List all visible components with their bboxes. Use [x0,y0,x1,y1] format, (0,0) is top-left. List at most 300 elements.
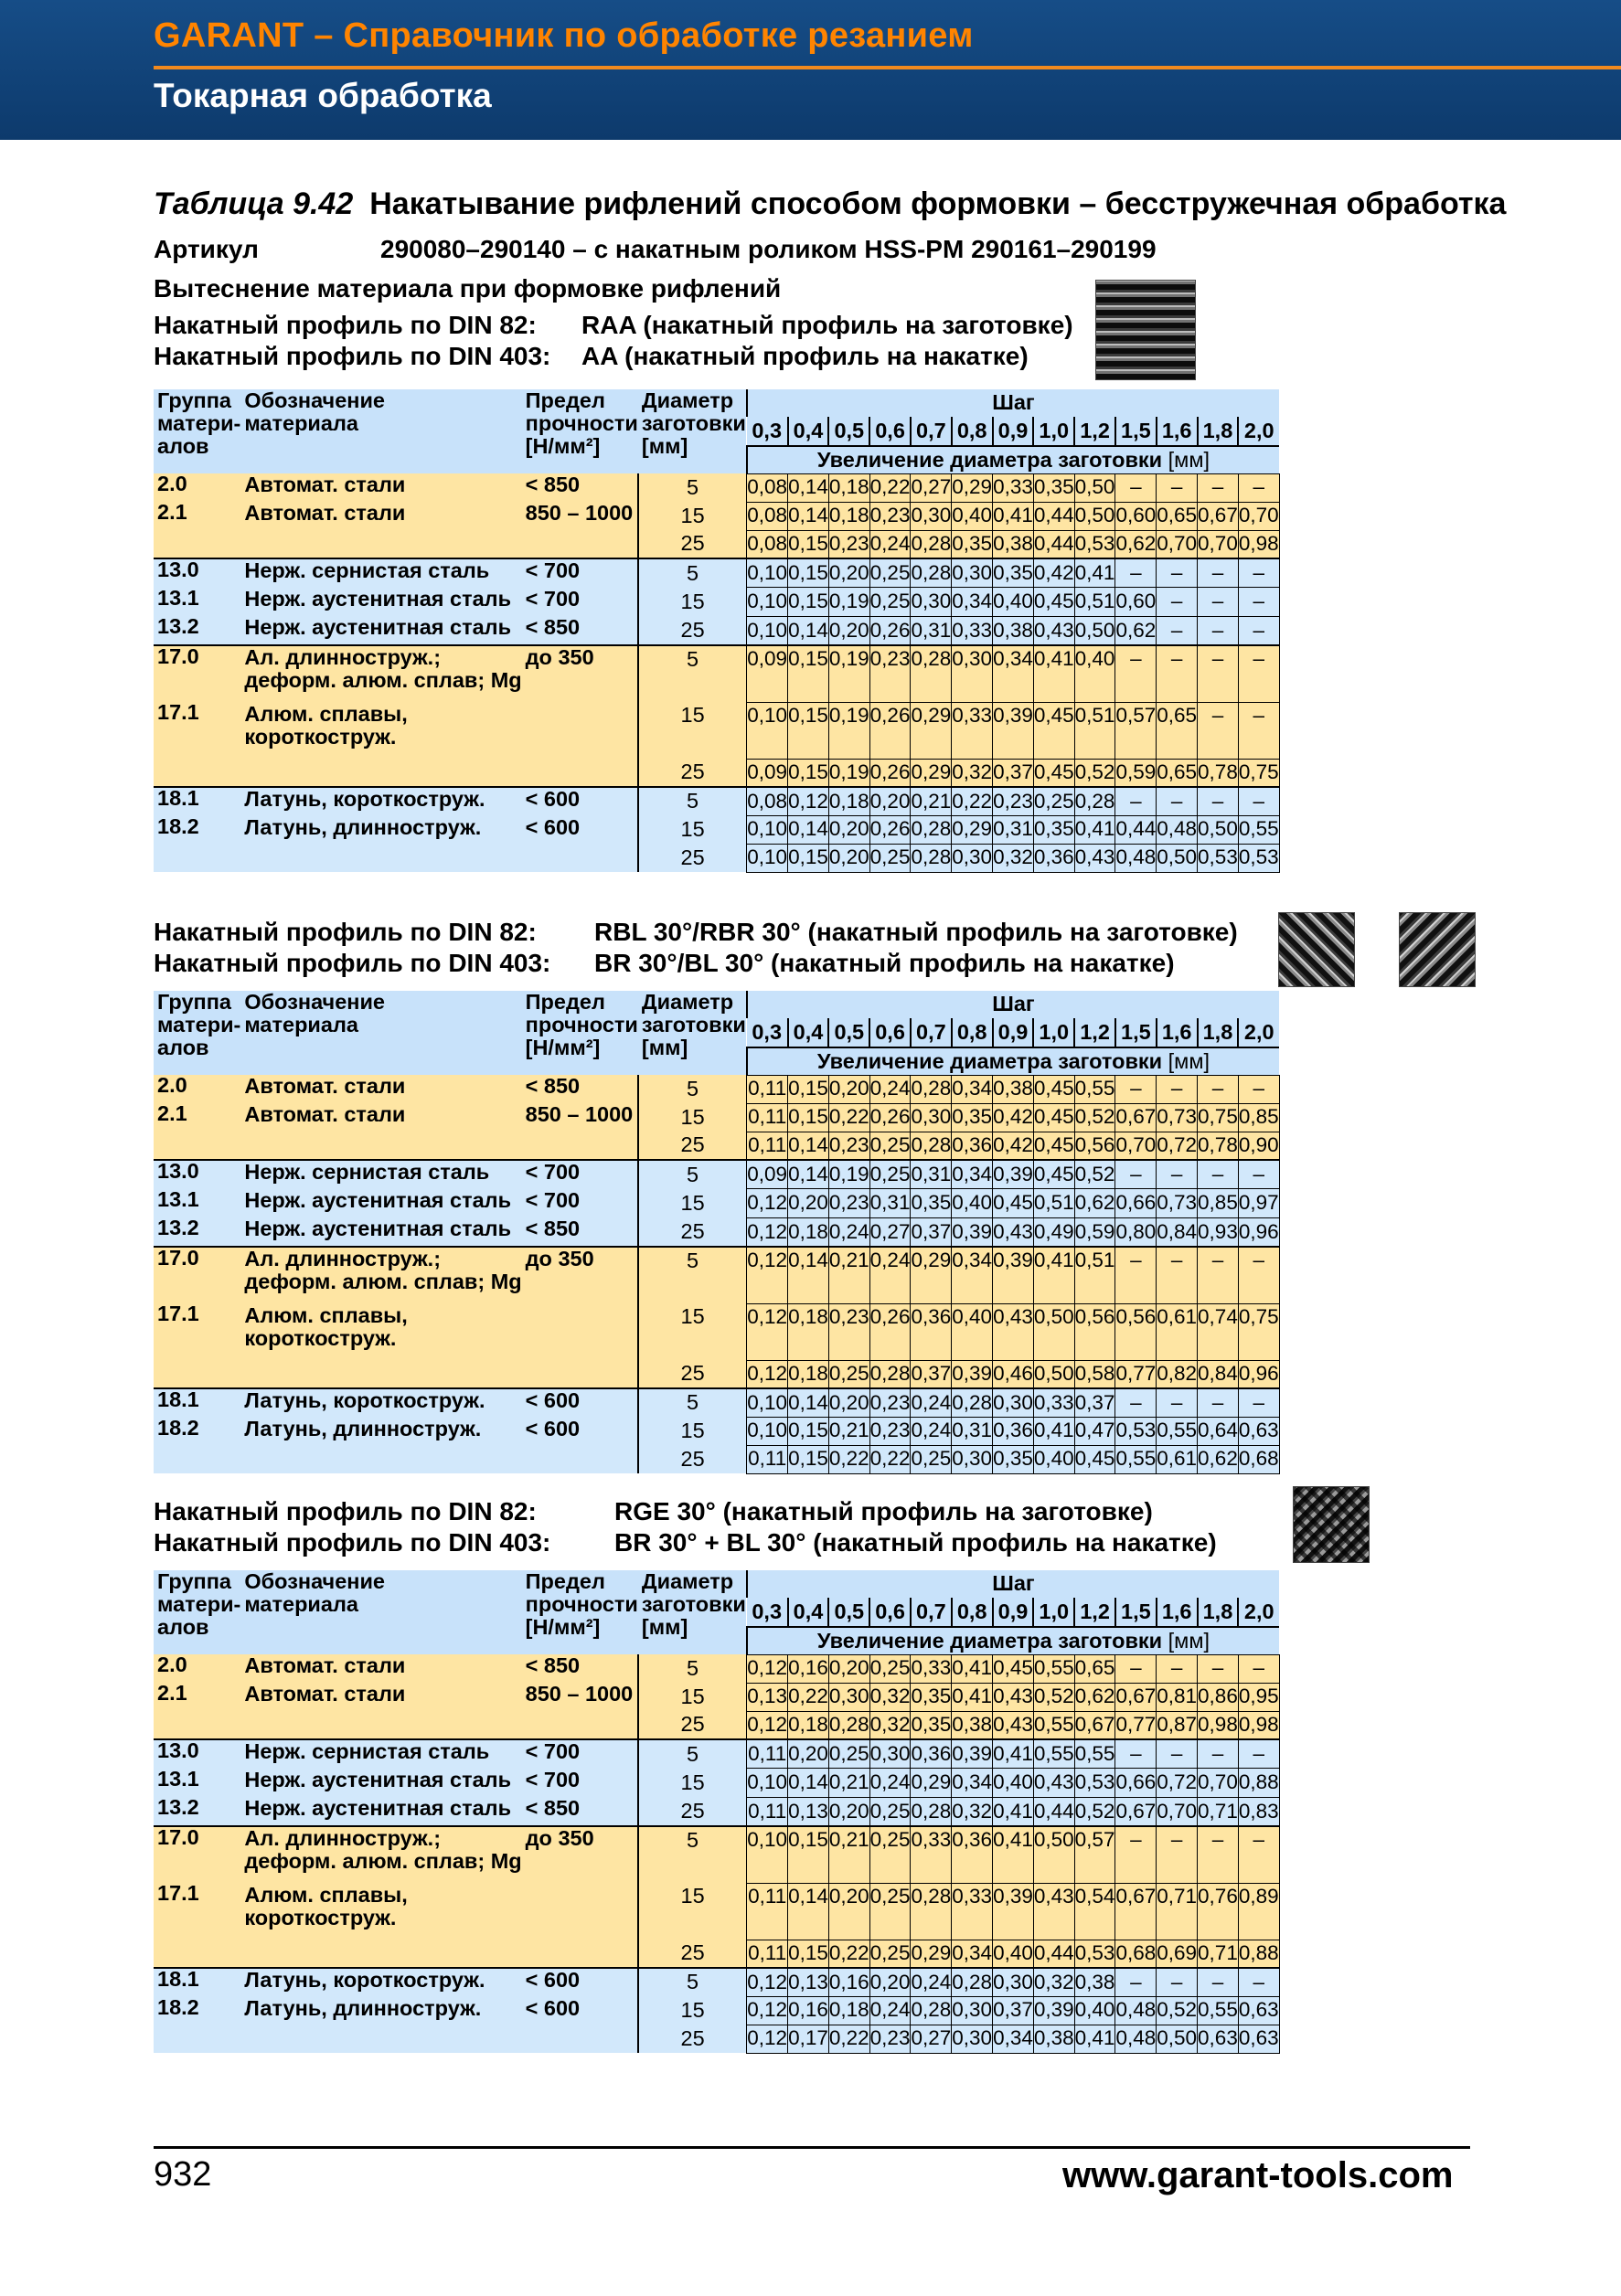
material-cell [240,558,521,645]
increase-value: 0,18 [828,1996,869,2025]
header-divider [154,66,1621,69]
increase-value: 0,24 [828,1217,869,1247]
increase-value: 0,22 [828,1940,869,1968]
increase-value: 0,75 [1238,759,1279,787]
head-diameter [638,1570,747,1654]
increase-value: 0,21 [828,1417,869,1445]
increase-value: 0,45 [1033,759,1074,787]
profile-din82-label: Накатный профиль по DIN 82: [154,918,537,946]
increase-value: 0,48 [1115,2025,1157,2053]
increase-value: – [1238,645,1279,702]
increase-value: 0,24 [869,1769,911,1798]
increase-value: 0,33 [911,1654,952,1683]
group-cell [154,473,240,558]
strength-value: < 600 [525,1996,581,2020]
profile-din403-value: BR 30°/BL 30° (накатный профиль на накатке) [594,949,1175,977]
increase-value: – [1198,588,1239,617]
group-code: 13.2 [157,1795,199,1819]
group-cell [154,1075,240,1160]
increase-value: 0,43 [993,1217,1034,1247]
head-material-line: Обозначение [244,991,385,1014]
increase-value: 0,53 [1074,1769,1115,1798]
increase-value: 0,34 [993,2025,1034,2053]
profile-din82-label: Накатный профиль по DIN 82: [154,1497,537,1525]
increase-value: 0,12 [747,2025,788,2053]
increase-value: 0,12 [747,1217,788,1247]
increase-value: 0,21 [828,1247,869,1303]
increase-value: 0,30 [952,844,993,872]
strength-value: < 850 [525,615,581,639]
increase-value: 0,26 [869,702,911,759]
increase-value: – [1115,1739,1157,1769]
increase-value: 0,45 [1033,1103,1074,1132]
increase-value: 0,50 [1033,1303,1074,1360]
increase-value: 0,25 [911,1445,952,1473]
head-increase-unit: [мм] [1168,447,1210,472]
strength-cell [522,1388,638,1473]
group-code: 13.2 [157,614,199,638]
increase-value: 0,15 [788,759,829,787]
increase-value: 0,52 [1074,1103,1115,1132]
increase-value: 0,45 [1074,1445,1115,1473]
increase-value: 0,67 [1115,1103,1157,1132]
head-group-line: Группа [157,1570,231,1593]
diameter-value: 25 [638,1132,747,1160]
increase-value: 0,98 [1198,1711,1239,1739]
increase-value: 0,75 [1238,1303,1279,1360]
increase-value: 0,43 [1033,1769,1074,1798]
increase-value: – [1198,702,1239,759]
increase-value: 0,15 [788,1445,829,1473]
diameter-value: 15 [638,702,747,759]
group-code: 2.0 [157,1075,187,1097]
increase-value: – [1115,1160,1157,1189]
increase-value: 0,28 [911,645,952,702]
diameter-value: 25 [638,1797,747,1826]
increase-value: 0,21 [828,1769,869,1798]
diameter-value: 25 [638,844,747,872]
increase-value: 0,55 [1033,1711,1074,1739]
increase-value: – [1238,588,1279,617]
increase-value: 0,29 [911,1769,952,1798]
diameter-value: 25 [638,759,747,787]
material-name: Нерж. сернистая сталь [244,558,490,582]
head-material-line: Обозначение [244,389,385,412]
pitch-value: 0,6 [869,1018,911,1047]
group-cell [154,1247,240,1388]
increase-value: 0,36 [952,1826,993,1883]
increase-value: 0,15 [788,844,829,872]
increase-value: 0,10 [747,588,788,617]
increase-value: 0,66 [1115,1769,1157,1798]
head-diameter-line: Диаметр [641,1570,734,1593]
increase-value: 0,41 [1074,2025,1115,2053]
increase-value: 0,22 [828,1103,869,1132]
increase-value: – [1157,1388,1198,1417]
material-name: Алюм. сплавы, короткоструж. [244,1883,408,1929]
group-code: 18.1 [157,1968,199,1991]
increase-value: 0,28 [952,1388,993,1417]
material-name: Латунь, короткоструж. [244,787,485,811]
increase-value: – [1198,645,1239,702]
increase-value: 0,62 [1074,1683,1115,1711]
increase-value: 0,65 [1157,502,1198,530]
increase-value: – [1115,1968,1157,1996]
increase-value: 0,24 [911,1417,952,1445]
increase-value: 0,30 [993,1388,1034,1417]
head-diameter-line: [мм] [641,433,688,458]
strength-value: < 600 [525,1968,581,1992]
increase-value: 0,29 [952,473,993,502]
increase-value: – [1238,1654,1279,1683]
pitch-value: 0,7 [911,1018,952,1047]
pitch-value: 1,0 [1033,417,1074,446]
increase-value: 0,23 [828,1303,869,1360]
increase-value: 0,26 [869,616,911,645]
increase-value: 0,75 [1198,1103,1239,1132]
increase-value: 0,67 [1115,1883,1157,1940]
increase-value: 0,50 [1074,502,1115,530]
increase-value: 0,31 [911,616,952,645]
increase-value: – [1198,1826,1239,1883]
diameter-value: 5 [638,1654,747,1683]
strength-cell [522,558,638,645]
table-row [154,473,1279,502]
header-title: GARANT – Справочник по обработке резанием [154,16,974,55]
strength-value: < 850 [525,1217,581,1240]
increase-value: – [1238,473,1279,502]
increase-value: 0,34 [952,1769,993,1798]
increase-value: 0,25 [869,558,911,588]
increase-value: 0,83 [1238,1797,1279,1826]
increase-value: 0,10 [747,1826,788,1883]
increase-value: 0,25 [869,1797,911,1826]
increase-value: 0,25 [869,1826,911,1883]
increase-value: – [1157,1075,1198,1103]
increase-value: 0,19 [828,759,869,787]
increase-value: – [1115,1388,1157,1417]
diameter-value: 15 [638,1683,747,1711]
increase-value: 0,59 [1074,1217,1115,1247]
increase-value: 0,21 [828,1826,869,1883]
head-strength-line: [Н/мм²] [525,1614,601,1639]
head-group-line: матери- [157,410,241,435]
increase-value: – [1157,616,1198,645]
increase-value: 0,28 [911,815,952,844]
increase-value: 0,93 [1198,1217,1239,1247]
increase-value: 0,67 [1115,1683,1157,1711]
material-name: Нерж. аустенитная сталь [244,1217,512,1240]
increase-value: 0,70 [1157,1797,1198,1826]
increase-value: 0,18 [828,502,869,530]
head-strength-line: прочности [525,410,638,435]
increase-value: – [1198,1075,1239,1103]
increase-value: 0,11 [747,1797,788,1826]
increase-value: 0,84 [1198,1360,1239,1388]
increase-value: 0,32 [952,759,993,787]
increase-value: 0,33 [993,473,1034,502]
head-material [240,1570,521,1654]
increase-value: 0,40 [952,502,993,530]
increase-value: 0,14 [788,502,829,530]
increase-value: 0,37 [911,1360,952,1388]
increase-value: 0,30 [828,1683,869,1711]
increase-value: 0,12 [747,1968,788,1996]
increase-value: 0,37 [993,759,1034,787]
increase-value: 0,28 [911,844,952,872]
profile-din403-label: Накатный профиль по DIN 403: [154,949,551,977]
table-row [154,1075,1279,1103]
increase-value: 0,28 [911,1075,952,1103]
increase-value: 0,12 [747,1711,788,1739]
material-name: Нерж. аустенитная сталь [244,1768,512,1791]
diameter-value: 15 [638,1303,747,1360]
increase-value: 0,44 [1033,1797,1074,1826]
knurling-table [154,991,1280,1474]
increase-value: 0,33 [1033,1388,1074,1417]
increase-value: 0,55 [1238,815,1279,844]
pitch-value: 0,8 [952,1018,993,1047]
increase-value: 0,25 [1033,787,1074,815]
increase-value: 0,41 [1033,645,1074,702]
increase-value: 0,43 [1074,844,1115,872]
head-group-line: алов [157,433,209,458]
head-diameter-line: [мм] [641,1035,688,1059]
material-name: Автомат. стали [244,1654,406,1677]
head-pitch: Шаг [747,1570,1279,1598]
diameter-value: 5 [638,1160,747,1189]
increase-value: 0,12 [788,787,829,815]
diameter-value: 15 [638,1103,747,1132]
increase-value: 0,62 [1115,616,1157,645]
increase-value: 0,10 [747,702,788,759]
head-group [154,1570,240,1654]
diameter-value: 5 [638,645,747,702]
increase-value: 0,45 [1033,1132,1074,1160]
increase-value: 0,30 [993,1968,1034,1996]
head-group-line: матери- [157,1591,241,1616]
profile-din82-value: RGE 30° (накатный профиль на заготовке) [614,1497,1153,1525]
diameter-value: 25 [638,1360,747,1388]
increase-value: 0,28 [869,1360,911,1388]
material-cell [240,1826,521,1968]
head-increase [747,1047,1279,1075]
increase-value: 0,12 [747,1360,788,1388]
increase-value: 0,08 [747,502,788,530]
increase-value: 0,11 [747,1445,788,1473]
strength-value: 850 – 1000 [525,1102,634,1126]
increase-value: 0,14 [788,1247,829,1303]
material-cell [240,1247,521,1388]
knurl-texture-raa-image [1095,280,1196,380]
material-cell [240,1654,521,1739]
increase-value: 0,74 [1198,1303,1239,1360]
increase-value: 0,13 [788,1968,829,1996]
increase-value: 0,34 [952,1160,993,1189]
group-code: 18.1 [157,787,199,810]
increase-value: 0,41 [993,1797,1034,1826]
increase-value: 0,25 [869,1160,911,1189]
increase-value: 0,29 [911,702,952,759]
increase-value: 0,25 [869,1940,911,1968]
increase-value: 0,31 [952,1417,993,1445]
increase-value: 0,40 [952,1189,993,1218]
increase-value: 0,30 [869,1739,911,1769]
increase-value: 0,65 [1074,1654,1115,1683]
increase-value: 0,78 [1198,759,1239,787]
increase-value: 0,64 [1198,1417,1239,1445]
head-diameter-line: заготовки [641,1012,746,1036]
diameter-value: 25 [638,1445,747,1473]
increase-value: 0,41 [993,502,1034,530]
pitch-value: 1,6 [1157,1018,1198,1047]
head-strength-line: Предел [525,1570,605,1593]
increase-value: 0,28 [911,1797,952,1826]
increase-value: 0,25 [869,1132,911,1160]
pitch-value: 0,7 [911,1598,952,1627]
table-row [154,645,1279,702]
table-row [154,1160,1279,1189]
increase-value: 0,89 [1238,1883,1279,1940]
increase-value: 0,50 [1157,844,1198,872]
material-name: Алюм. сплавы, короткоструж. [244,702,408,749]
increase-value: 0,50 [1074,616,1115,645]
head-increase-label: Увеличение диаметра заготовки [816,1048,1163,1073]
material-name: Ал. длинноструж.; деформ. алюм. сплав; Mg [244,645,522,692]
increase-value: 0,22 [952,787,993,815]
strength-cell [522,1247,638,1388]
pitch-value: 0,8 [952,1598,993,1627]
increase-value: 0,70 [1198,530,1239,558]
increase-value: 0,45 [1033,588,1074,617]
increase-value: 0,45 [1033,702,1074,759]
increase-value: 0,98 [1238,530,1279,558]
pitch-value: 1,6 [1157,417,1198,446]
head-strength-line: [Н/мм²] [525,1035,601,1059]
increase-value: 0,28 [828,1711,869,1739]
increase-value: 0,21 [911,787,952,815]
increase-value: 0,43 [993,1683,1034,1711]
head-diameter-line: Диаметр [641,389,734,412]
strength-value: < 850 [525,473,581,496]
group-cell [154,645,240,787]
increase-value: 0,32 [993,844,1034,872]
material-name: Нерж. аустенитная сталь [244,587,512,611]
strength-value: до 350 [525,1826,594,1850]
material-cell [240,1388,521,1473]
increase-value: 0,20 [788,1739,829,1769]
increase-value: – [1157,1247,1198,1303]
diameter-value: 5 [638,1739,747,1769]
increase-value: – [1115,1247,1157,1303]
strength-cell [522,1968,638,2053]
head-material-line: материала [244,410,358,435]
increase-value: 0,23 [869,645,911,702]
increase-value: 0,39 [952,1217,993,1247]
increase-value: 0,28 [1074,787,1115,815]
increase-value: 0,35 [1033,815,1074,844]
pitch-value: 0,4 [788,1018,829,1047]
increase-value: 0,30 [911,502,952,530]
increase-value: 0,29 [952,815,993,844]
increase-value: 0,14 [788,815,829,844]
diameter-value: 15 [638,1769,747,1798]
group-cell [154,558,240,645]
increase-value: – [1115,1654,1157,1683]
profile-din82-value: RAA (накатный профиль на заготовке) [581,311,1073,339]
increase-value: 0,10 [747,815,788,844]
increase-value: 0,24 [869,530,911,558]
increase-value: 0,34 [952,588,993,617]
increase-value: 0,52 [1033,1683,1074,1711]
increase-value: 0,20 [788,1189,829,1218]
group-code: 17.0 [157,645,199,668]
increase-value: 0,96 [1238,1360,1279,1388]
pitch-value: 1,2 [1074,1598,1115,1627]
increase-value: 0,19 [828,645,869,702]
strength-value: < 600 [525,787,581,811]
material-name: Автомат. стали [244,501,406,525]
increase-value: 0,49 [1033,1217,1074,1247]
profile-din403-value: AA (накатный профиль на накатке) [581,342,1029,370]
material-name: Нерж. аустенитная сталь [244,615,512,639]
group-cell [154,1388,240,1473]
increase-value: 0,53 [1238,844,1279,872]
increase-value: 0,42 [1033,558,1074,588]
increase-value: 0,28 [911,1996,952,2025]
increase-value: 0,33 [952,1883,993,1940]
increase-value: 0,41 [1033,1417,1074,1445]
group-code: 13.2 [157,1216,199,1239]
increase-value: 0,51 [1074,1247,1115,1303]
increase-value: 0,34 [952,1075,993,1103]
group-code: 18.1 [157,1388,199,1411]
increase-value: 0,37 [993,1996,1034,2025]
increase-value: 0,18 [788,1360,829,1388]
increase-value: – [1238,558,1279,588]
increase-value: 0,68 [1115,1940,1157,1968]
increase-value: 0,77 [1115,1360,1157,1388]
increase-value: 0,34 [952,1247,993,1303]
increase-value: 0,25 [869,1883,911,1940]
increase-value: 0,44 [1033,502,1074,530]
increase-value: 0,50 [1033,1360,1074,1388]
increase-value: – [1157,1968,1198,1996]
increase-value: 0,33 [952,616,993,645]
increase-value: 0,30 [911,1103,952,1132]
increase-value: 0,30 [952,645,993,702]
increase-value: – [1238,1388,1279,1417]
group-code: 2.0 [157,1654,187,1676]
increase-value: – [1115,1826,1157,1883]
increase-value: – [1238,1826,1279,1883]
increase-value: 0,25 [828,1739,869,1769]
increase-value: 0,57 [1074,1826,1115,1883]
increase-value: 0,96 [1238,1217,1279,1247]
increase-value: 0,20 [828,558,869,588]
head-strength-line: прочности [525,1012,638,1036]
head-diameter-line: заготовки [641,1591,746,1616]
increase-value: 0,08 [747,787,788,815]
strength-value: < 700 [525,1739,581,1763]
increase-value: – [1157,588,1198,617]
footer-url: www.garant-tools.com [1062,2155,1454,2195]
diameter-value: 15 [638,588,747,617]
increase-value: 0,35 [911,1711,952,1739]
increase-value: – [1157,645,1198,702]
increase-value: 0,36 [911,1739,952,1769]
material-cell [240,1160,521,1247]
